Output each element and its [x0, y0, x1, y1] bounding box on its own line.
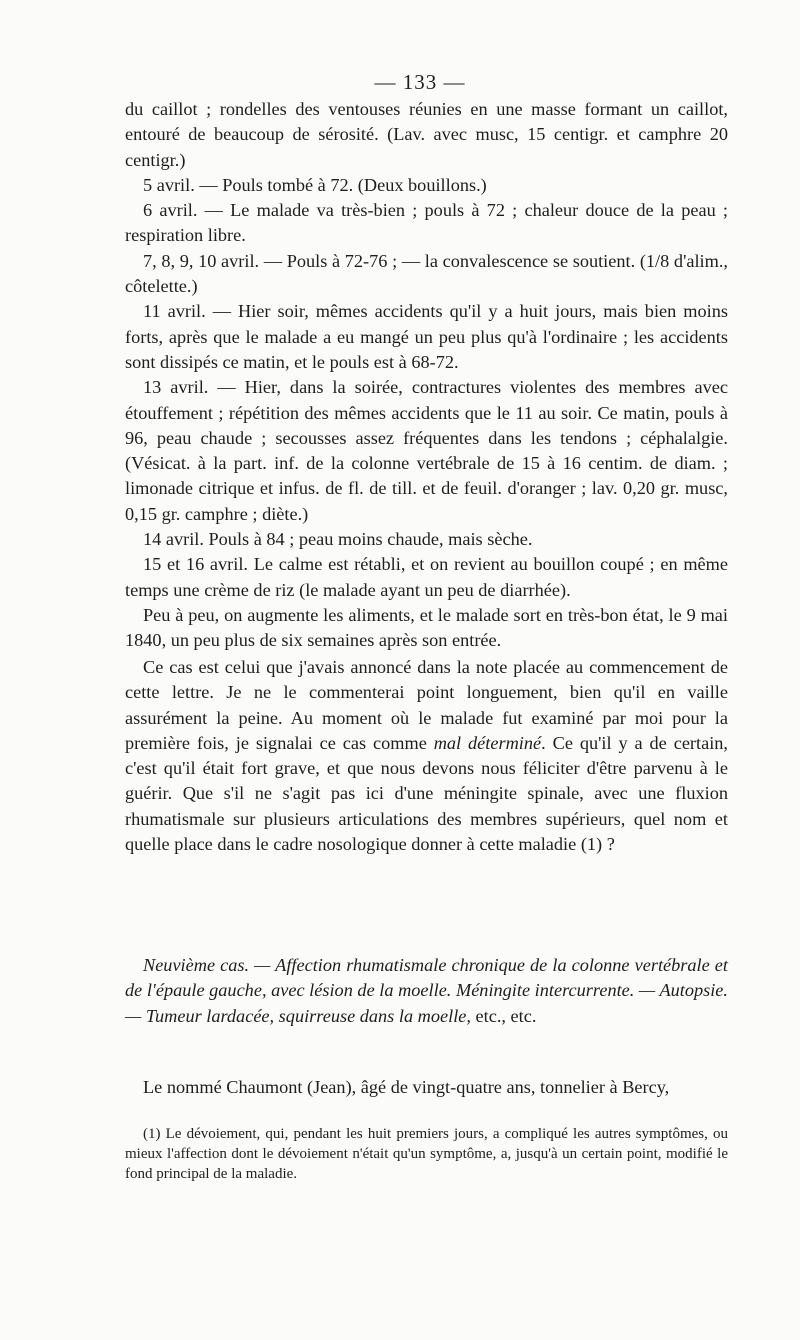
paragraph: du caillot ; rondelles des ventouses réunies en une masse formant un caillot, entouré de beaucoup de sérosité. (Lav. avec musc, 15 centigr. et camphre 20 centigr.) [125, 99, 728, 170]
commentary [125, 655, 728, 857]
paragraph: 11 avril. — Hier soir, mêmes accidents qu'il y a huit jours, mais bien moins forts, après que le malade a eu mangé un peu plus qu'à l'ordinaire ; les accidents sont dissipés ce matin, et le pouls est à 68-72. [125, 301, 728, 372]
paragraph: 15 et 16 avril. Le calme est rétabli, et on revient au bouillon coupé ; en même temps une crème de riz (le malade ayant un peu de diarrhée). [125, 554, 728, 600]
case-title: — Affection rhumatismale chronique de la colonne vertébrale et de l'épaule gauche, avec lésion de la moelle. Méningite intercurrente. — Autopsie. — Tumeur lardacée, squirreuse dans la moelle, [125, 955, 728, 1026]
paragraph: Le nommé Chaumont (Jean), âgé de vingt-quatre ans, tonnelier à Bercy, [143, 1077, 670, 1097]
case-etc: etc., etc. [475, 1005, 537, 1026]
footnote [125, 1124, 728, 1184]
paragraph: 6 avril. — Le malade va très-bien ; pouls à 72 ; chaleur douce de la peau ; respiration libre. [125, 200, 728, 246]
case-label: Neuvième cas. [143, 955, 250, 975]
paragraph: 13 avril. — Hier, dans la soirée, contractures violentes des membres avec étouffement ; répétition des mêmes accidents que le 11 au soir. Ce matin, pouls à 96, peau chaude ; secousses assez fréquentes dans les tendons ; céphalalgie. (Vésicat. à la part. inf. de la colonne vertébrale de 15 à 16 centim. de diam. ; limonade citrique et infus. de fl. de till. et de feuil. d'oranger ; lav. 0,20 gr. musc, 0,15 gr. camphre ; diète.) [125, 377, 728, 524]
footnote-text: (1) Le dévoiement, qui, pendant les huit premiers jours, a compliqué les autres symptômes, ou mieux l'affection dont le dévoiement n'était qu'un symptôme, a, jusqu'à un certain point, modifié le fond principal de la maladie. [125, 1126, 728, 1182]
case-heading [125, 953, 728, 1029]
page-number: — 133 — [374, 70, 466, 94]
paragraph: Peu à peu, on augmente les aliments, et le malade sort en très-bon état, le 9 mai 1840, un peu plus de six semaines après son entrée. [125, 604, 728, 651]
heading-paragraph [125, 953, 728, 1029]
emphasis: mal déterminé [433, 732, 542, 753]
text-run: . Ce qu'il y a de certain, c'est qu'il était fort grave, et que nous devons nous féliciter d'être parvenu à le guérir. Que s'il ne s'agit pas ici d'une méningite spinale, avec une fluxion rhumatismale sur plusieurs articulations des membres supérieurs, quel nom et quelle place dans le cadre nosologique donner à cette maladie (1) ? [125, 732, 729, 855]
clinical-observation [125, 97, 728, 654]
paragraph [125, 655, 728, 857]
paragraph: 7, 8, 9, 10 avril. — Pouls à 72-76 ; — la convalescence se soutient. (1/8 d'alim., côtelette.) [125, 250, 728, 297]
text-run: Ce cas est celui que j'avais annoncé dans la note placée au commencement de cette lettre. Je ne le commenterai point longuement, bien qu'il en vaille assurément la peine. Au moment où le malade fut examiné par moi pour la première fois, je signalai ce cas comme [125, 657, 728, 753]
patient-intro [125, 1075, 728, 1100]
paragraph: 14 avril. Pouls à 84 ; peau moins chaude, mais sèche. [143, 529, 533, 550]
paragraph: 5 avril. — Pouls tombé à 72. (Deux bouillons.) [143, 174, 487, 195]
